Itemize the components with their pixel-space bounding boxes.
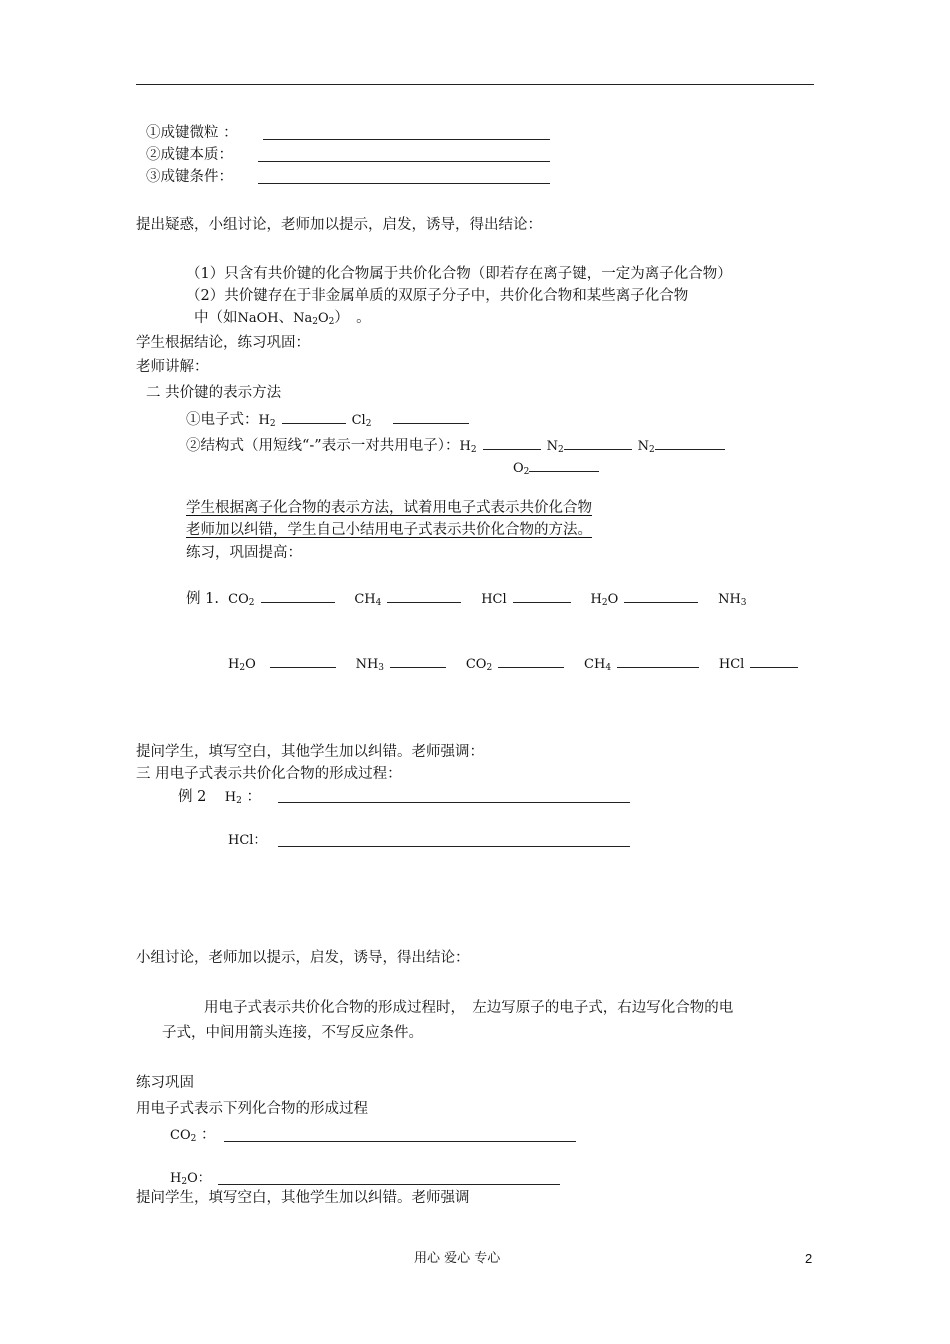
example-2-hcl: HCl： [228,833,267,848]
blank-essence[interactable] [258,161,550,162]
blank-co2-2[interactable] [498,653,564,668]
blank-o2-structure[interactable] [529,457,599,472]
electron-formula-row: ①电子式：$H_2$ $Cl_2$ [186,409,475,433]
blank-conditions[interactable] [258,183,550,184]
structural-formula-row: ②结构式（用短线“-”表示一对共用电子）：$H_2$ $N_2$ $N_2$ [186,435,731,459]
blank-hcl-1[interactable] [513,588,571,603]
blank-h2o-formation[interactable] [218,1184,560,1185]
header-rule [136,84,814,85]
conclusion-1: （1）只含有共价键的化合物属于共价化合物（即若存在离子键，一定为离子化合物） [186,266,732,282]
blank-h2-structure[interactable] [483,435,541,450]
blank-ch4-1[interactable] [387,588,461,603]
section-2-title: 二 共价键的表示方法 [146,385,282,401]
conclusion-2-line2: 中（如NaOH、$Na_2O_2$） 。 [194,310,371,327]
blank-ch4-2[interactable] [617,653,699,668]
blank-hcl-2[interactable] [750,653,798,668]
bond-item-particles: ①成键微粒 ： [146,125,238,141]
page-number: 2 [805,1251,813,1266]
blank-h2-formation[interactable] [278,802,630,803]
exercise-co2: $CO_2$ ： [170,1127,216,1144]
discussion-prompt-1: 提出疑惑，小组讨论，老师加以提示，启发，诱导，得出结论： [136,217,542,233]
exercise-h2o: $H_2O$： [170,1171,211,1187]
example-2-h2: 例 2 $H_2$ ： [178,789,261,806]
blank-cl2-electron[interactable] [393,409,469,424]
practice-student: 学生根据结论，练习巩固： [136,335,310,351]
ask-students-2: 提问学生，填写空白，其他学生加以纠错。老师强调 [136,1190,470,1206]
blank-co2-1[interactable] [261,588,335,603]
blank-n2-structure-1[interactable] [564,435,632,450]
blank-particles[interactable] [263,139,550,140]
example-1-row-1: 例 1. $CO_2$ $CH_4$ HCl $H_2O$ $NH_3$ [186,588,747,612]
blank-h2-electron[interactable] [282,409,346,424]
instruction: 用电子式表示下列化合物的形成过程 [136,1101,368,1117]
example-1-row-2: $H_2O$ $NH_3$ $CO_2$ $CH_4$ HCl [228,653,804,677]
blank-h2o-2[interactable] [270,653,336,668]
underlined-line-2: 老师加以纠错，学生自己小结用电子式表示共价化合物的方法。 [186,522,592,538]
discussion-prompt-2: 小组讨论，老师加以提示，启发，诱导，得出结论： [136,950,470,966]
conclusion-2-line1: （2）共价键存在于非金属单质的双原子分子中，共价化合物和某些离子化合物 [186,288,689,304]
teacher-explain: 老师讲解： [136,359,209,375]
footer-motto: 用心 爱心 专心 [414,1251,501,1266]
formation-conclusion-line-2: 子式，中间用箭头连接，不写反应条件。 [162,1025,423,1041]
section-3-title: 三 用电子式表示共价化合物的形成过程： [136,766,402,782]
blank-co2-formation[interactable] [224,1141,576,1142]
practice-improve: 练习，巩固提高： [186,545,302,561]
underlined-line-1: 学生根据离子化合物的表示方法，试着用电子式表示共价化合物 [186,500,592,516]
blank-hcl-formation[interactable] [278,846,630,847]
blank-h2o-1[interactable] [624,588,698,603]
bond-item-essence: ②成键本质： [146,147,233,163]
practice-consolidate: 练习巩固 [136,1075,194,1091]
blank-nh3-2[interactable] [390,653,446,668]
structural-formula-o2: $O_2$ [513,457,605,481]
bond-item-conditions: ③成键条件： [146,169,233,185]
ask-students-1: 提问学生，填写空白，其他学生加以纠错。老师强调： [136,744,484,760]
blank-n2-structure-2[interactable] [655,435,725,450]
formation-conclusion-line-1: 用电子式表示共价化合物的形成过程时， 左边写原子的电子式，右边写化合物的电 [204,1000,734,1016]
